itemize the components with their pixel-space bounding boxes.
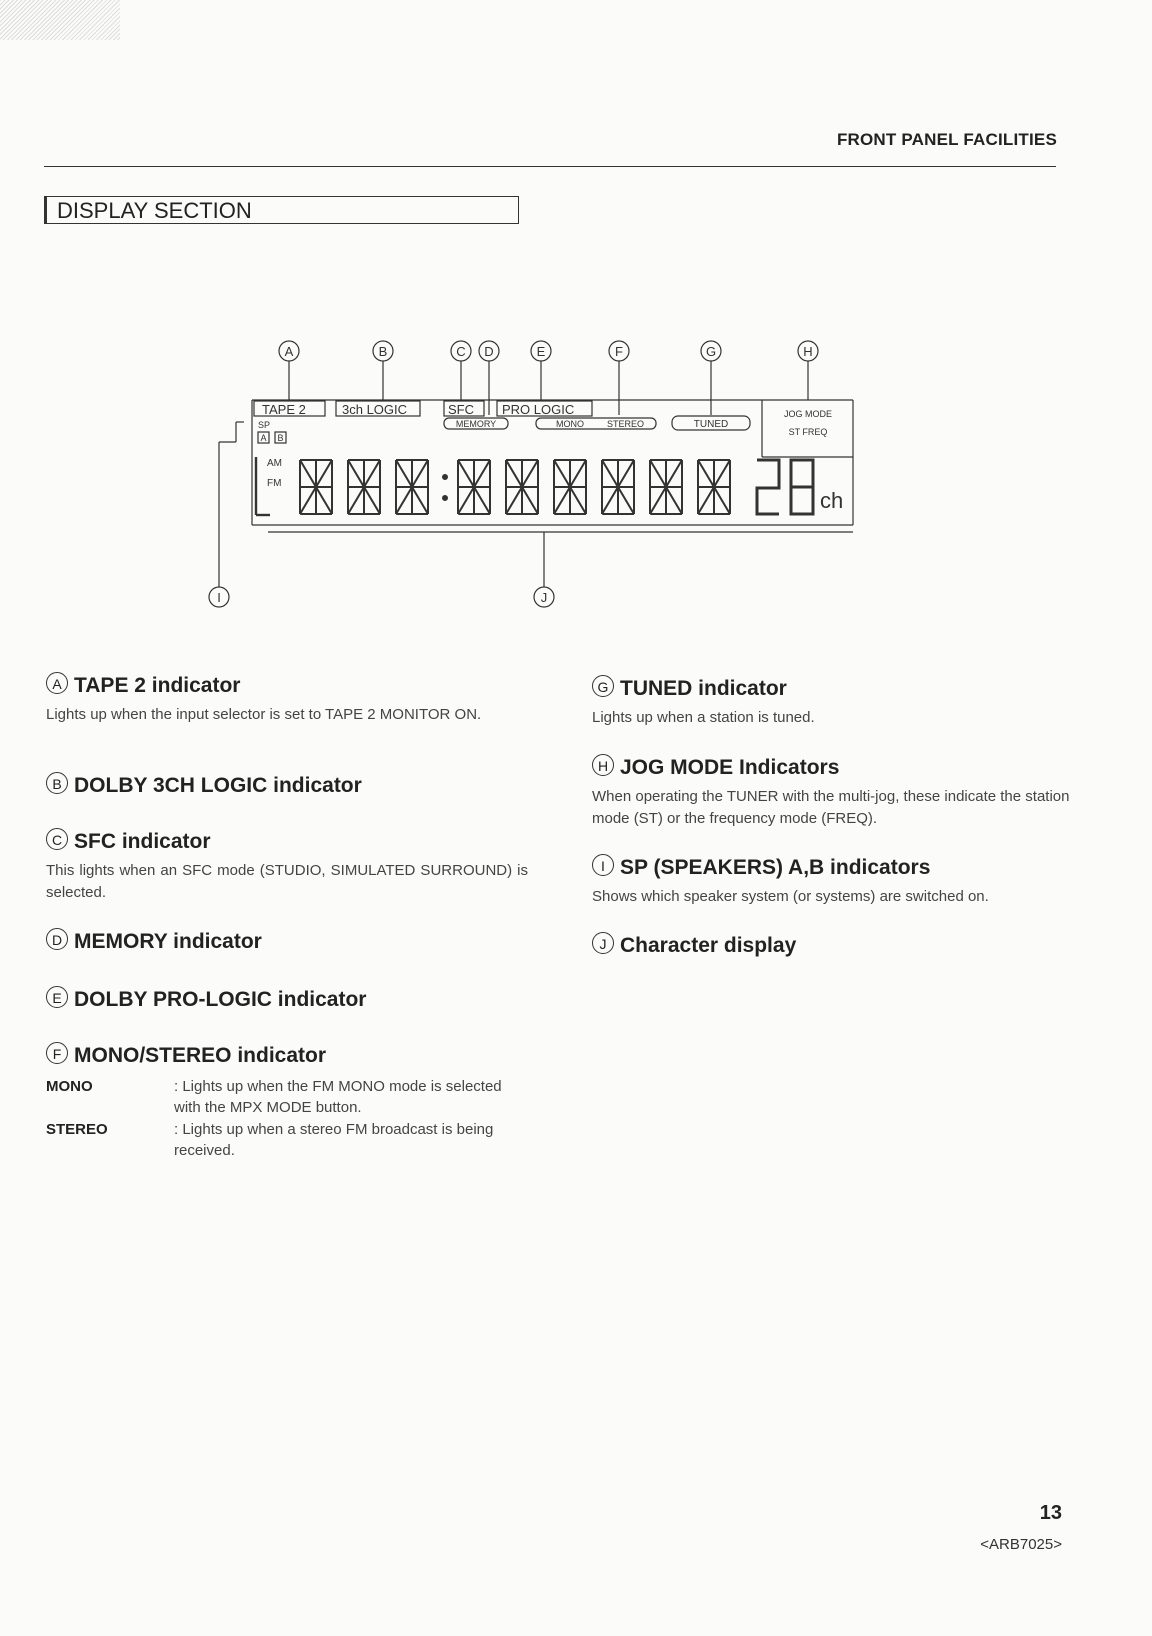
mode-value: : Lights up when a stereo FM broadcast is being received.: [174, 1121, 494, 1159]
colon-dot: [443, 496, 447, 500]
character-digit: [506, 460, 538, 514]
item-j-title: Character display: [620, 934, 797, 957]
item-a: [46, 672, 528, 726]
letter-b: B: [46, 772, 68, 794]
item-g: [592, 675, 1072, 729]
callout-b: [373, 341, 393, 400]
svg-text:A: A: [284, 344, 294, 359]
character-digit: [458, 460, 490, 514]
callout-c: [451, 341, 471, 400]
section-title: DISPLAY SECTION: [44, 196, 519, 224]
svg-text:F: F: [615, 344, 623, 359]
item-i: [592, 854, 1072, 908]
item-d: [46, 928, 528, 954]
svg-text:H: H: [803, 344, 813, 359]
mode-value: : Lights up when the FM MONO mode is selected with the MPX MODE button.: [174, 1078, 502, 1116]
seg-sp-b: B: [277, 433, 284, 443]
item-c-desc: This lights when an SFC mode (STUDIO, SIMULATED SURROUND) is selected.: [46, 862, 528, 901]
item-h: [592, 754, 1072, 830]
letter-d: D: [46, 928, 68, 950]
item-e-title: DOLBY PRO-LOGIC indicator: [74, 988, 367, 1011]
character-digit: [348, 460, 380, 514]
letter-e: E: [46, 986, 68, 1008]
mode-row: [46, 1119, 528, 1161]
character-digit: [300, 460, 332, 514]
scan-smudge: [0, 0, 120, 40]
item-c: [46, 828, 528, 904]
seg-prologic: PRO LOGIC: [502, 402, 575, 417]
item-a-desc: Lights up when the input selector is set to TAPE 2 MONITOR ON.: [46, 706, 482, 723]
item-d-title: MEMORY indicator: [74, 930, 262, 953]
mode-key: STEREO: [46, 1121, 108, 1138]
seg-sp-a: A: [260, 433, 267, 443]
svg-text:I: I: [217, 590, 221, 605]
item-i-title: SP (SPEAKERS) A,B indicators: [620, 856, 931, 879]
letter-a: A: [46, 672, 68, 694]
seg-sp: SP: [258, 420, 271, 430]
item-f-title: MONO/STEREO indicator: [74, 1044, 327, 1067]
svg-text:E: E: [536, 344, 546, 359]
seg-sfc: SFC: [448, 402, 474, 417]
item-b: [46, 772, 528, 798]
item-g-desc: Lights up when a station is tuned.: [592, 709, 815, 726]
callout-a: [279, 341, 299, 400]
svg-text:G: G: [705, 344, 717, 359]
callout-d: [479, 341, 499, 415]
character-digit: [650, 460, 682, 514]
seg-fm: FM: [267, 478, 282, 489]
letter-i: I: [592, 854, 614, 876]
character-digit: [602, 460, 634, 514]
item-c-title: SFC indicator: [74, 830, 211, 853]
seg-stereo: STEREO: [607, 419, 645, 429]
display-diagram: [0, 320, 1152, 610]
document-code: <ARB7025>: [980, 1536, 1062, 1553]
page-number: 13: [1039, 1502, 1062, 1524]
seg-st-freq: ST FREQ: [788, 427, 828, 437]
item-h-title: JOG MODE Indicators: [620, 756, 840, 779]
item-e: [46, 986, 528, 1012]
item-g-title: TUNED indicator: [620, 677, 787, 700]
callout-e: [531, 341, 551, 400]
callout-i: [209, 422, 244, 607]
seg-3ch-logic: 3ch LOGIC: [342, 402, 408, 417]
callout-f: [609, 341, 629, 415]
letter-j: J: [592, 932, 614, 954]
letter-c: C: [46, 828, 68, 850]
mode-row: [46, 1076, 528, 1118]
mode-key: MONO: [46, 1078, 93, 1095]
item-b-title: DOLBY 3CH LOGIC indicator: [74, 774, 362, 797]
seg-tape2: TAPE 2: [262, 402, 306, 417]
header-rule: [44, 166, 1056, 167]
letter-f: F: [46, 1042, 68, 1064]
svg-text:B: B: [378, 344, 388, 359]
seg-memory: MEMORY: [455, 419, 497, 429]
character-digit: [698, 460, 730, 514]
colon-dot: [443, 475, 447, 479]
callout-j: [534, 532, 554, 607]
mono-stereo-modes: [46, 1076, 528, 1162]
item-a-title: TAPE 2 indicator: [74, 674, 241, 697]
letter-g: G: [592, 675, 614, 697]
svg-text:J: J: [540, 590, 548, 605]
seg-mono: MONO: [556, 419, 584, 429]
callout-g: [701, 341, 721, 415]
item-i-desc: Shows which speaker system (or systems) are switched on.: [592, 888, 989, 905]
seg-am: AM: [267, 458, 282, 469]
header-title: FRONT PANEL FACILITIES: [836, 130, 1057, 149]
seg-tuned: TUNED: [693, 419, 729, 430]
item-j: [592, 932, 1072, 958]
svg-text:D: D: [484, 344, 494, 359]
letter-h: H: [592, 754, 614, 776]
seg-ch: ch: [820, 488, 844, 513]
callout-h: [798, 341, 818, 400]
item-f: [46, 1042, 528, 1068]
item-h-desc: When operating the TUNER with the multi-jog, these indicate the station mode (ST) or the frequency mode (FREQ).: [592, 788, 1070, 827]
character-digit: [554, 460, 586, 514]
seg-jog-mode: JOG MODE: [783, 409, 833, 419]
svg-text:C: C: [456, 344, 466, 359]
character-digit: [396, 460, 428, 514]
